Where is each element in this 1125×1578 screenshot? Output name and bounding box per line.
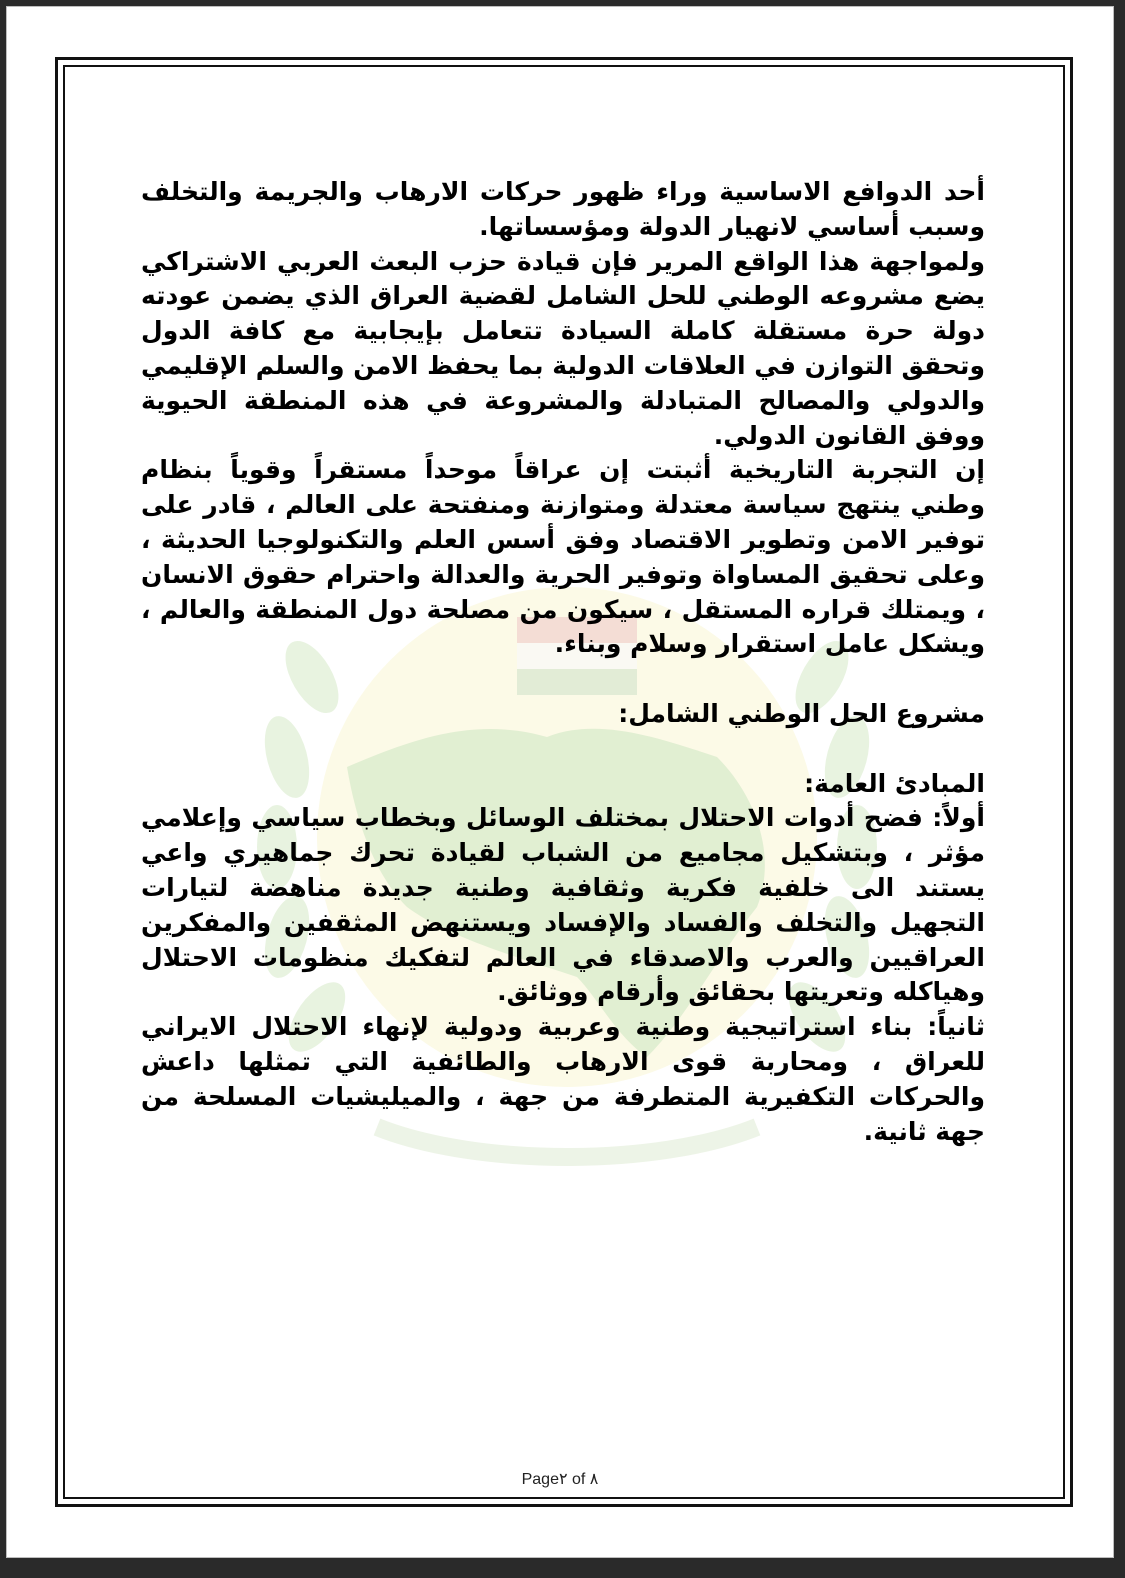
paragraph-1: أحد الدوافع الاساسية وراء ظهور حركات الارهاب والجريمة والتخلف وسبب أساسي لانهيار الدولة ومؤسساتها.	[141, 177, 985, 241]
paragraph-3: إن التجربة التاريخية أثبتت إن عراقاً موحداً مستقراً وقوياً بنظام وطني ينتهج سياسة معتدلة ومتوازنة ومنفتحة على العالم ، قادر على توفير الامن وتطوير الاقتصاد وفق أسس العلم والتكنولوجيا الحديثة ، وعلى تحقيق المساواة وتوفير الحرية والعدالة واحترام حقوق الانسان ، ويمتلك قراره المستقل ، سيكون من مصلحة دول المنطقة والعالم ، ويشكل عامل استقرار وسلام وبناء.	[141, 455, 985, 659]
paragraph-2: ولمواجهة هذا الواقع المرير فإن قيادة حزب البعث العربي الاشتراكي يضع مشروعه الوطني للحل الشامل لقضية العراق الذي يضمن عودته دولة حرة مستقلة كاملة السيادة تتعامل بإيجابية مع كافة الدول وتحقق التوازن في العلاقات الدولية بما يحفظ الامن والسلم الإقليمي والدولي والمصالح المتبادلة والمشروعة في هذه المنطقة الحيوية ووفق القانون الدولي.	[141, 246, 985, 450]
document-body	[141, 175, 985, 1149]
page-number-footer: Page٢ of ٨	[521, 1471, 599, 1488]
principle-2: ثانياً: بناء استراتيجية وطنية وعربية ودولية لإنهاء الاحتلال الايراني للعراق ، ومحاربة قوى الارهاب والطائفية التي تمثلها داعش والحركات التكفيرية المتطرفة من جهة ، والميليشيات المسلحة من جهة ثانية.	[141, 1012, 985, 1146]
section-heading-principles: المبادئ العامة:	[804, 768, 985, 798]
principle-1: أولاً: فضح أدوات الاحتلال بمختلف الوسائل وبخطاب سياسي وإعلامي مؤثر ، وبتشكيل مجاميع من الشباب لقيادة تحرك جماهيري واعي يستند الى خلفية فكرية وثقافية وطنية جديدة مناهضة لتيارات التجهيل والتخلف والفساد والإفساد ويستنهض المثقفين والمفكرين العراقيين والعرب والاصدقاء في العالم لتفكيك منظومات الاحتلال وهياكله وتعريتها بحقائق وأرقام ووثائق.	[141, 803, 985, 1007]
section-heading-project: مشروع الحل الوطني الشامل:	[618, 698, 985, 728]
document-page	[6, 6, 1114, 1558]
